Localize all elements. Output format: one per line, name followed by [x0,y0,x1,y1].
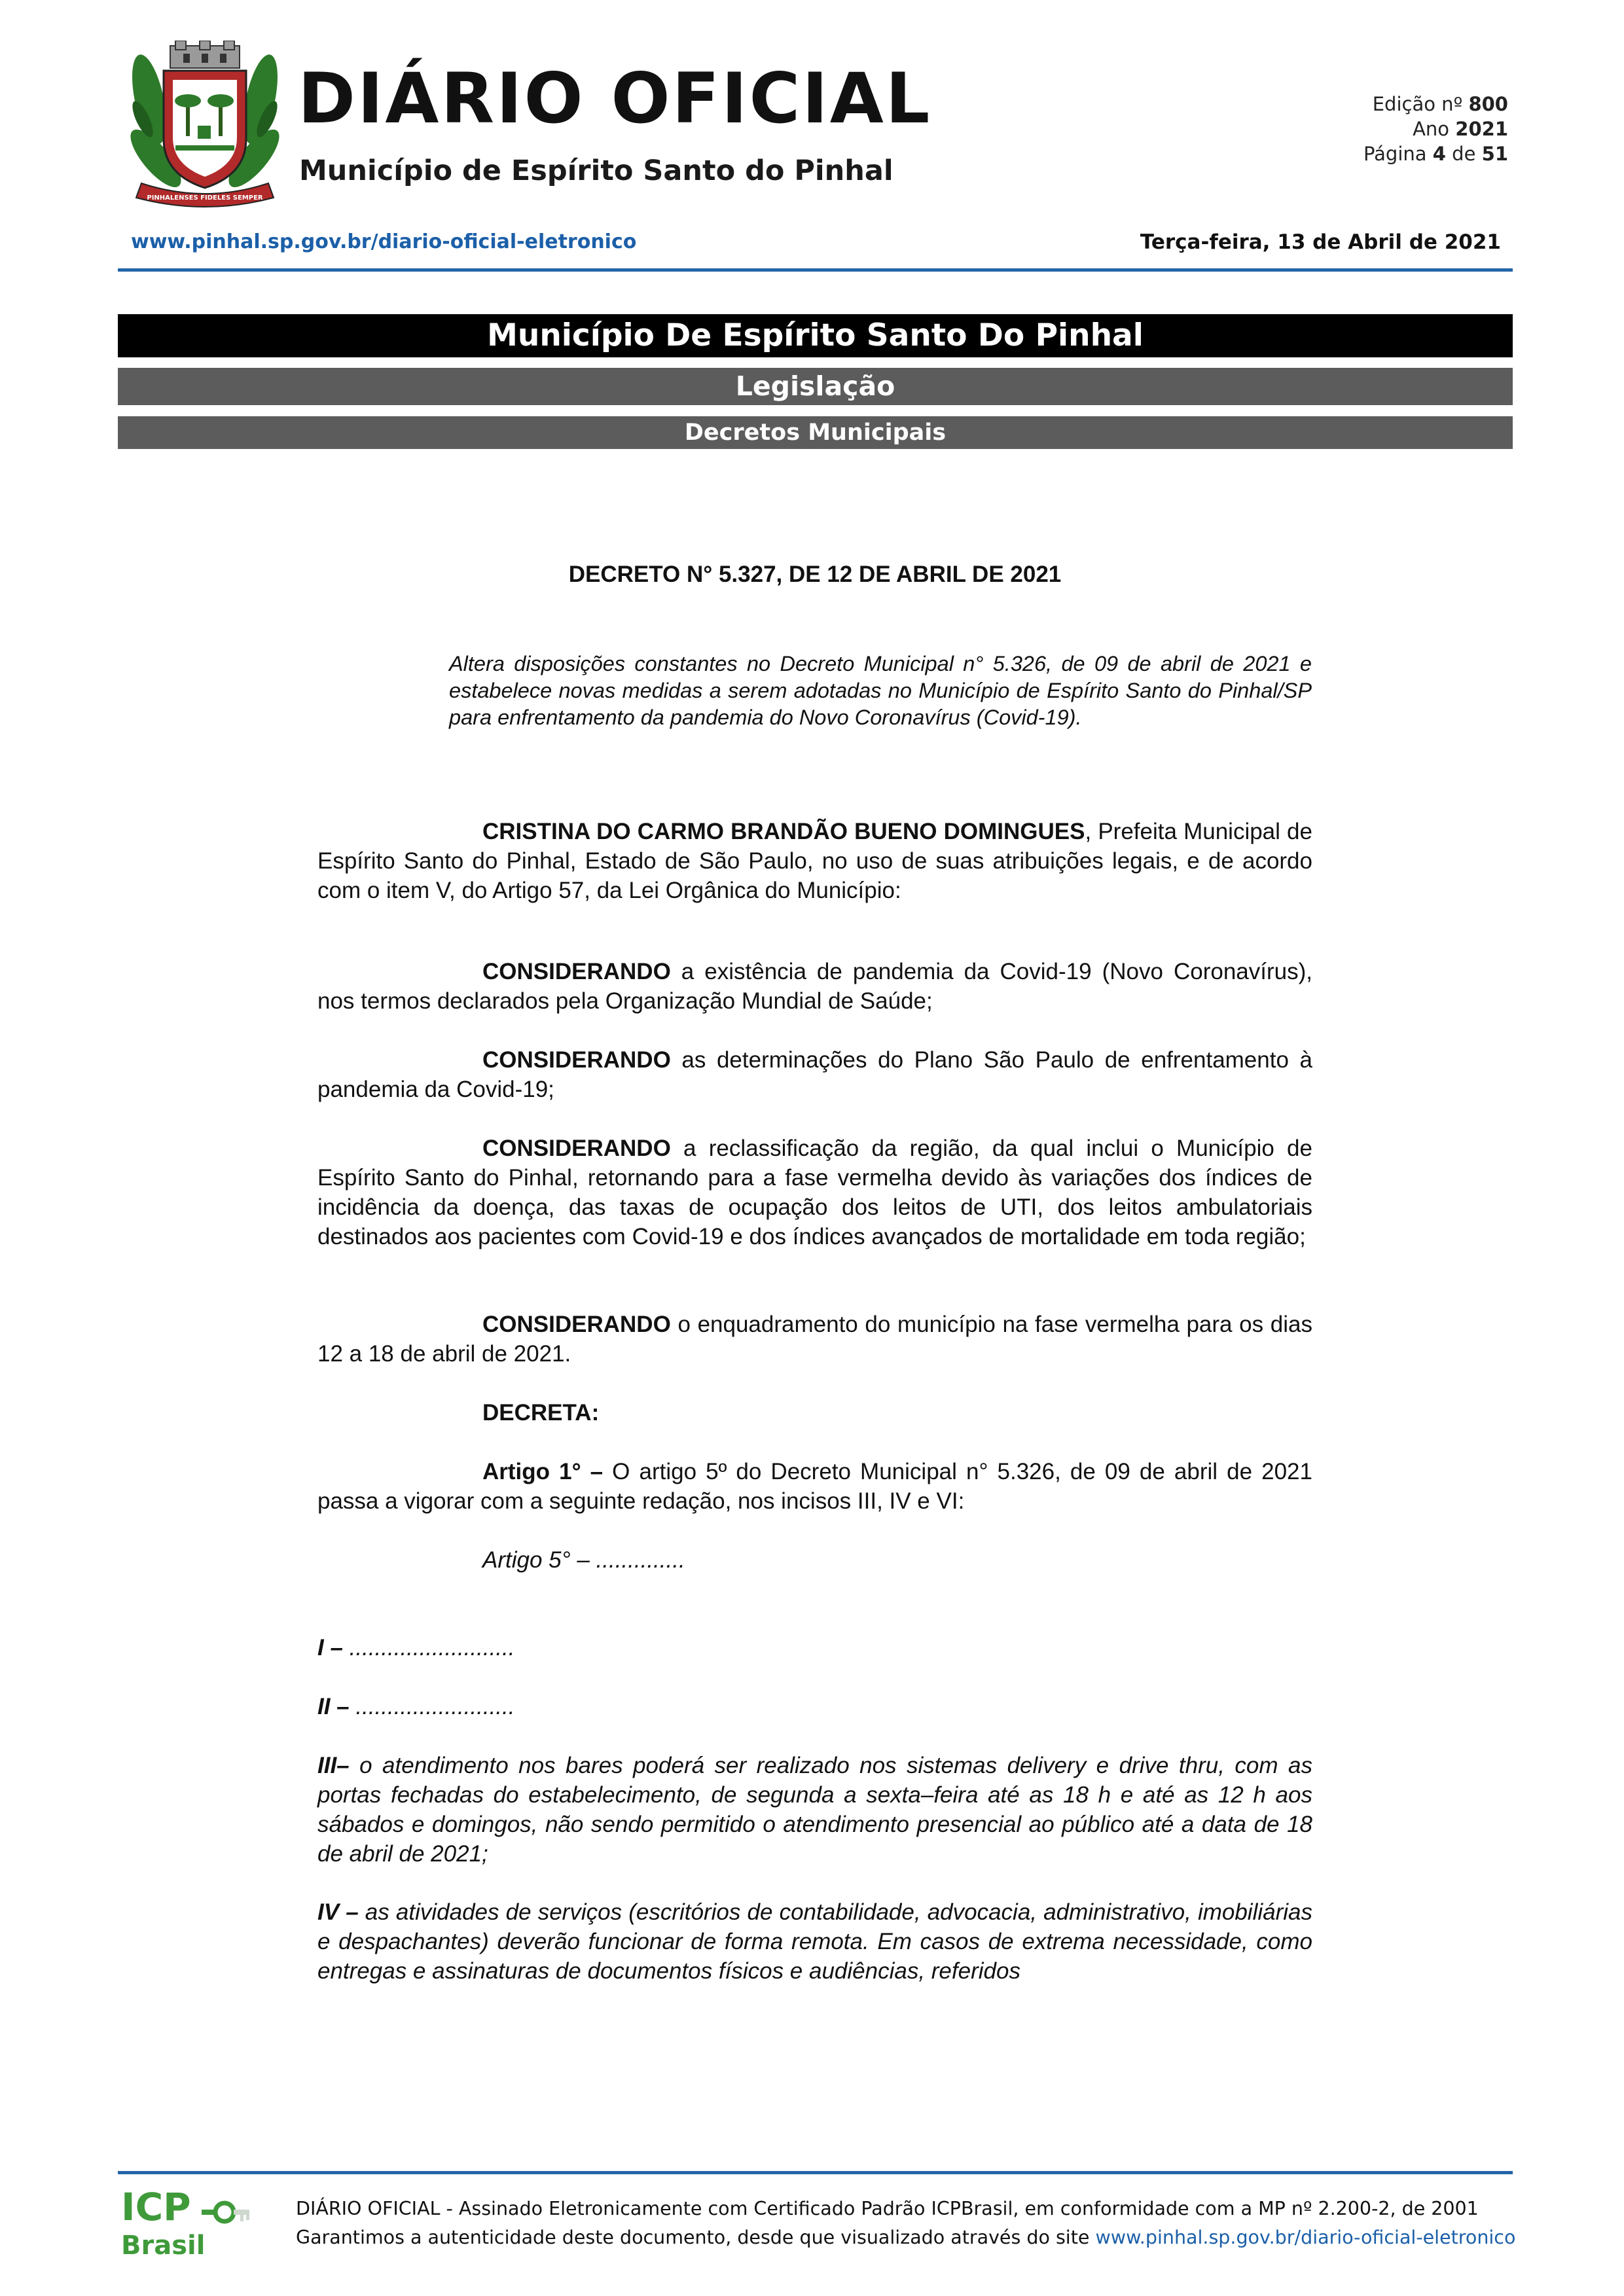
crest-motto: PINHALENSES FIDELES SEMPER [147,194,263,202]
edition-label: Edição nº [1372,93,1463,115]
inciso-iv [317,1897,1312,1986]
inciso-ii-label: II – [317,1694,350,1719]
page-total: 51 [1481,143,1508,165]
considerando-3 [317,1134,1312,1251]
footer-authenticity-text: Garantimos a autenticidade deste documento, desde que visualizado através do site [296,2227,1096,2248]
edition-line [1363,92,1508,117]
considerando-label: CONSIDERANDO [482,1312,671,1337]
mayor-name: CRISTINA DO CARMO BRANDÃO BUENO DOMINGUES [482,819,1085,844]
decree-summary: Altera disposições constantes no Decreto Municipal n° 5.326, de 09 de abril de 2021 e estabelece novas medidas a serem adotadas no Município de Espírito Santo do Pinhal/SP para enfrentamento da pandemia do Novo Coronavírus (Covid-19). [449,652,1312,729]
decreta-label: DECRETA: [482,1400,600,1426]
footer-divider [118,2171,1513,2174]
page-sep: de [1452,143,1476,165]
edition-info [1363,92,1508,166]
considerando-2 [317,1045,1312,1104]
publication-date: Terça-feira, 13 de Abril de 2021 [1140,230,1501,254]
preamble-text: , Prefeita Municipal de Espírito Santo do Pinhal, Estado de São Paulo, no uso de suas atribuições legais, e de acordo com o item V, do Artigo 57, da Lei Orgânica do Município: [317,819,1312,903]
inciso-ii-text: ......................... [349,1694,515,1719]
footer-authenticity-note [296,2227,1515,2248]
considerando-label: CONSIDERANDO [482,1047,671,1073]
artigo-5-text: Artigo 5° – .............. [482,1547,685,1573]
site-link[interactable]: www.pinhal.sp.gov.br/diario-oficial-eletronico [131,230,637,253]
artigo-1-label: Artigo 1° – [482,1459,604,1484]
icp-brasil-logo [120,2186,251,2259]
footer-site-link[interactable]: www.pinhal.sp.gov.br/diario-oficial-eletronico [1095,2227,1516,2248]
inciso-ii [317,1692,1312,1721]
inciso-iv-label: IV – [317,1899,359,1925]
considerando-label: CONSIDERANDO [482,959,671,984]
preamble [317,817,1312,905]
publication-title: DIÁRIO OFICIAL [298,58,932,139]
section-bar: Legislação [118,368,1513,405]
year-value: 2021 [1455,118,1508,140]
decree-title: DECRETO N° 5.327, DE 12 DE ABRIL DE 2021 [568,562,1062,587]
artigo-5-reference [317,1545,1312,1575]
inciso-i-label: I – [317,1635,343,1660]
inciso-iv-text: as atividades de serviços (escritórios de contabilidade, advocacia, administrativo, imobiliárias e despachantes) deverão funcionar de forma remota. Em casos de extrema necessidade, como entregas e assinaturas de documentos físicos e audiências, referidos [317,1899,1312,1984]
artigo-1 [317,1457,1312,1516]
year-label: Ano [1413,118,1450,140]
edition-number: 800 [1468,93,1508,115]
page-current: 4 [1432,143,1446,165]
inciso-i-text: .......................... [342,1635,515,1660]
icp-logo-top: ICP [121,2186,191,2229]
icp-logo-bottom: Brasil [121,2231,206,2259]
artigo-1-text: O artigo 5º do Decreto Municipal n° 5.326, de 09 de abril de 2021 passa a vigorar com a seguinte redação, nos incisos III, IV e VI: [317,1459,1312,1514]
considerando-1-text: a existência de pandemia da Covid-19 (Novo Coronavírus), nos termos declarados pela Organização Mundial de Saúde; [317,959,1312,1014]
considerando-2-text: as determinações do Plano São Paulo de enfrentamento à pandemia da Covid-19; [317,1047,1312,1102]
considerando-label: CONSIDERANDO [482,1136,671,1161]
publication-subtitle: Município de Espírito Santo do Pinhal [299,154,893,187]
inciso-iii-label: III– [317,1753,350,1778]
page-label: Página [1363,143,1427,165]
considerando-4-text: o enquadramento do município na fase vermelha para os dias 12 a 18 de abril de 2021. [317,1312,1312,1367]
key-icon [202,2203,249,2221]
decreta-heading [317,1398,1312,1427]
municipal-crest-logo [123,41,287,211]
inciso-i [317,1633,1312,1662]
year-line [1363,117,1508,141]
considerando-3-text: a reclassificação da região, da qual inclui o Município de Espírito Santo do Pinhal, retornando para a fase vermelha devido às variações dos índices de incidência da doença, das taxas de ocupação dos leitos de UTI, dos leitos ambulatoriais destinados aos pacientes com Covid-19 e dos índices avançados de mortalidade em toda região; [317,1136,1312,1249]
header-divider [118,268,1513,272]
municipality-bar: Município De Espírito Santo Do Pinhal [118,314,1513,357]
subsection-bar: Decretos Municipais [118,416,1513,449]
inciso-iii-text: o atendimento nos bares poderá ser realizado nos sistemas delivery e drive thru, com as portas fechadas do estabelecimento, de segunda a sexta–feira até as 18 h e até as 12 h aos sábados e domingos, não sendo permitido o atendimento presencial ao público até a data de 18 de abril de 2021; [317,1753,1312,1867]
page-line [1363,141,1508,166]
inciso-iii [317,1751,1312,1869]
considerando-1 [317,957,1312,1016]
footer-signature-note: DIÁRIO OFICIAL - Assinado Eletronicamente com Certificado Padrão ICPBrasil, em conformidade com a MP nº 2.200-2, de 2001 [296,2198,1479,2219]
considerando-4 [317,1310,1312,1369]
